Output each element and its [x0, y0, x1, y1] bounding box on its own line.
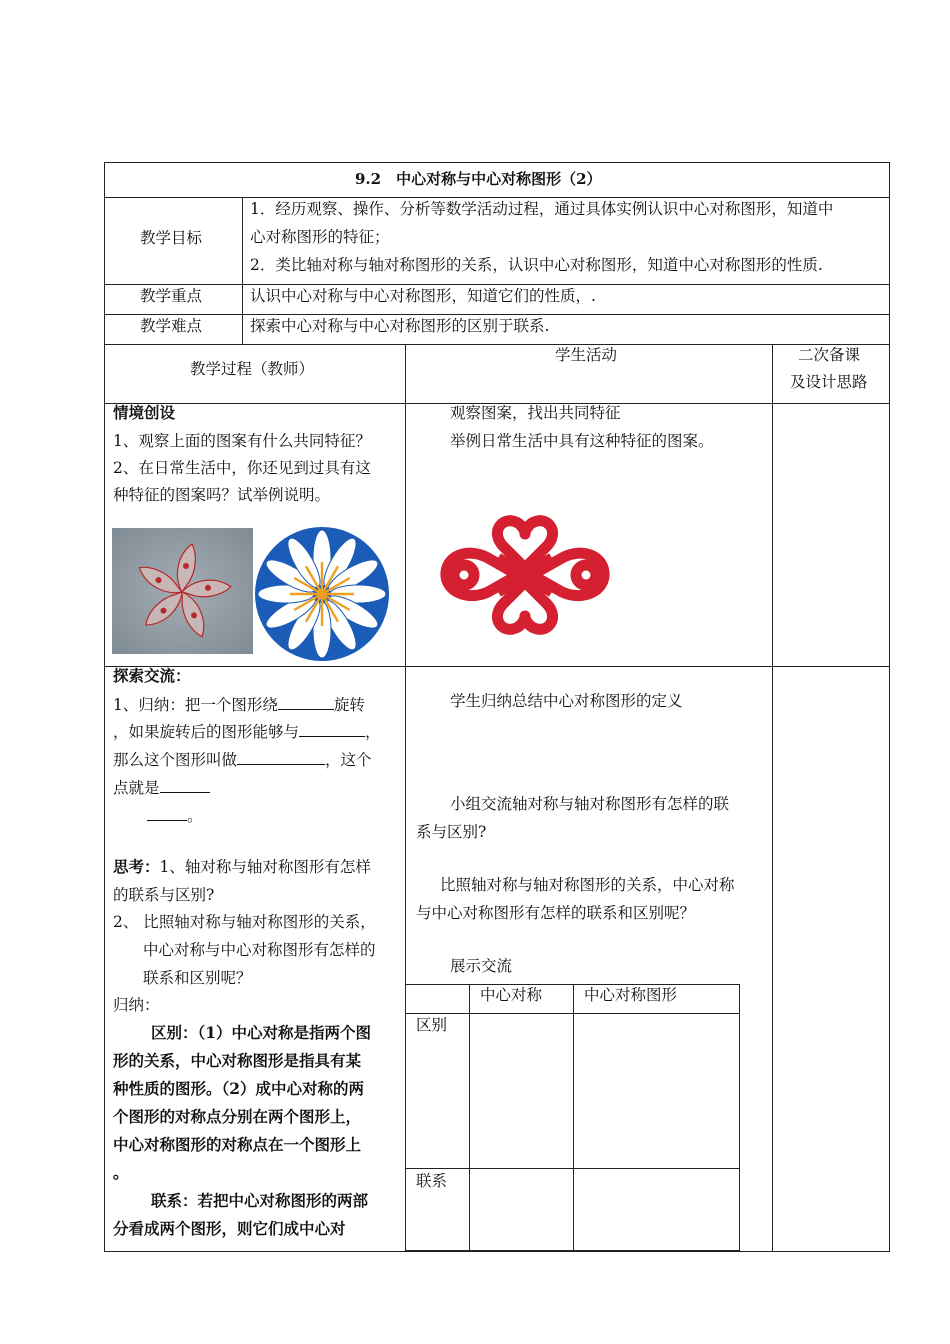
teacher-student-divider	[405, 344, 406, 1252]
label-column-divider	[242, 197, 243, 344]
induce-line1	[113, 695, 365, 715]
rule-after-title	[104, 197, 890, 198]
link-line1: 联系：若把中心对称图形的两部	[151, 1191, 369, 1210]
focus-label: 教学重点	[140, 287, 203, 305]
induce-blank-4[interactable]	[160, 778, 210, 793]
inner-table-header-central-symmetric-figure: 中心对称图形	[584, 986, 678, 1004]
induce-line5-text-b: 。	[187, 807, 203, 825]
difference-line3: 种性质的图形。（2）成中心对称的两	[113, 1079, 365, 1098]
student-compare-line1: 比照轴对称与轴对称图形的关系，中心对称	[440, 876, 735, 894]
student-summary-text: 学生归纳总结中心对称图形的定义	[450, 692, 683, 710]
think-2b: 中心对称与中心对称图形有怎样的	[143, 941, 376, 959]
inner-table-row-difference: 区别	[416, 1016, 448, 1034]
notes-column-header-line1: 二次备课	[798, 346, 861, 364]
think-2c: 联系和区别呢？	[143, 969, 252, 987]
difference-line4: 个图形的对称点分别在两个图形上，	[113, 1107, 362, 1126]
induce-line3	[113, 750, 372, 770]
table-left-border	[104, 162, 105, 1252]
section1-student-line2: 举例日常生活中具有这种特征的图案。	[450, 432, 714, 450]
rule-after-focus	[104, 314, 890, 315]
goals-text-line1: 1．经历观察、操作、分析等数学活动过程，通过具体实例认识中心对称图形，知道中	[250, 200, 834, 218]
induce-line1-text-a: 1、归纳：把一个图形绕	[113, 696, 278, 714]
induce-line5	[147, 806, 203, 826]
section2-heading: 探索交流：	[113, 666, 191, 685]
focus-text: 认识中心对称与中心对称图形，知道它们的性质，.	[250, 287, 596, 305]
student-group-discussion-line1: 小组交流轴对称与轴对称图形有怎样的联	[450, 795, 730, 813]
think-line1	[113, 858, 371, 877]
induce-blank-1[interactable]	[278, 695, 334, 710]
student-column-header: 学生活动	[555, 346, 618, 364]
student-group-discussion-line2: 系与区别?	[416, 823, 487, 841]
goals-text-line2: 心对称图形的特征；	[250, 228, 390, 246]
induce-line2-text-a: ，如果旋转后的图形能够与	[113, 723, 300, 741]
induce-blank-5[interactable]	[147, 806, 187, 821]
section1-question2-line2: 种特征的图案吗？试举例说明。	[113, 486, 331, 504]
inner-table-col1	[469, 984, 470, 1251]
induce-line3-text-a: 那么这个图形叫做	[113, 751, 238, 769]
difference-line2: 形的关系，中心对称图形是指具有某	[113, 1051, 362, 1070]
summary-label: 归纳：	[113, 996, 160, 1014]
difference-line5: 中心对称图形的对称点在一个图形上	[113, 1135, 362, 1154]
induce-line3-text-b: ，这个	[325, 751, 372, 769]
inner-table-row-relation: 联系	[416, 1172, 448, 1190]
table-right-border	[889, 162, 890, 1252]
student-showcase-text: 展示交流	[450, 957, 513, 975]
inner-table-col2	[573, 984, 574, 1251]
think-1b: 的联系与区别?	[113, 886, 215, 904]
induce-blank-2[interactable]	[299, 722, 365, 737]
induce-line4	[113, 778, 210, 798]
difference-line6: 。	[113, 1163, 129, 1182]
section1-student-line1: 观察图案，找出共同特征	[450, 404, 621, 422]
induce-line4-text-a: 点就是	[113, 779, 160, 797]
section1-question1: 1、观察上面的图案有什么共同特征？	[113, 432, 371, 450]
student-notes-divider	[772, 344, 773, 1252]
page-title: 9.2 中心对称与中心对称图形（2）	[355, 170, 602, 188]
rule-after-goals	[104, 284, 890, 285]
difference-line1: 区别：（1）中心对称是指两个图	[151, 1023, 372, 1042]
blue-flower-circle-image	[253, 525, 391, 663]
induce-line2	[113, 722, 381, 742]
inner-table-right	[739, 984, 740, 1251]
goals-text-line3: 2．类比轴对称与轴对称图形的关系，认识中心对称图形，知道中心对称图形的性质.	[250, 256, 823, 274]
goals-label: 教学目标	[140, 229, 203, 247]
table-top-border	[104, 162, 890, 163]
think-1a: 1、轴对称与轴对称图形有怎样	[159, 858, 371, 876]
section1-heading: 情境创设	[113, 403, 176, 422]
section1-question2-line1: 2、在日常生活中，你还见到过具有这	[113, 459, 371, 477]
think-label: 思考：	[113, 857, 160, 876]
notes-column-header-line2: 及设计思路	[790, 373, 868, 391]
bauhinia-emblem-image	[112, 528, 253, 654]
induce-blank-3[interactable]	[237, 750, 325, 765]
student-compare-line2: 与中心对称图形有怎样的联系和区别呢？	[416, 904, 696, 922]
induce-line1-text-b: 旋转	[333, 696, 365, 714]
inner-table-header-central-symmetry: 中心对称	[480, 986, 543, 1004]
difficulty-label: 教学难点	[140, 317, 203, 335]
teacher-column-header: 教学过程（教师）	[190, 360, 315, 378]
think-2a: 2、 比照轴对称与轴对称图形的关系，	[113, 913, 376, 931]
induce-line2-text-b: ，	[365, 723, 381, 741]
red-knot-image	[428, 510, 622, 640]
link-line2: 分看成两个图形，则它们成中心对	[113, 1219, 346, 1238]
difficulty-text: 探索中心对称与中心对称图形的区别于联系.	[250, 317, 550, 335]
